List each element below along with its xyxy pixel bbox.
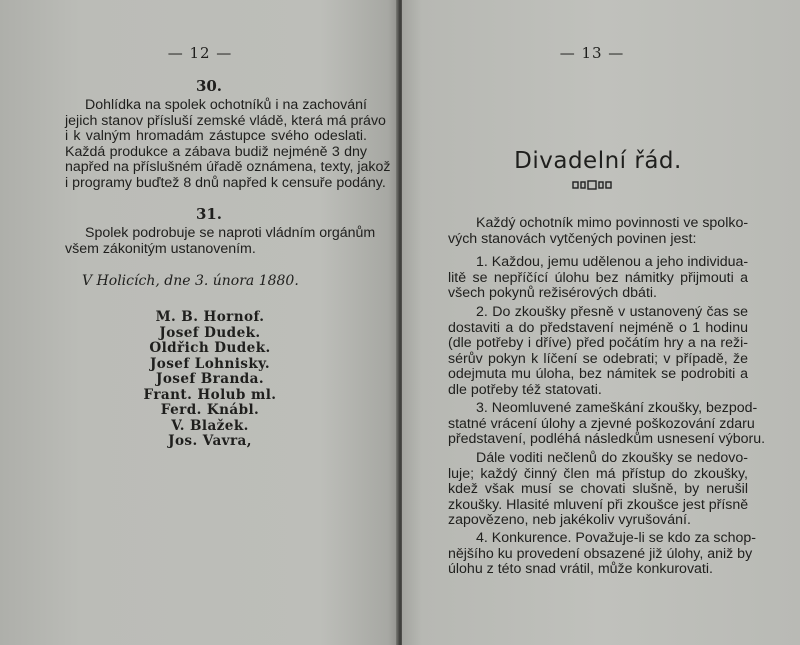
rehearsal-paragraph [430, 451, 748, 529]
section-number-30: 30. [195, 77, 223, 95]
text-line: (dle potřeby i dříve) před počátím hry a na reži- [448, 335, 748, 352]
text-line: statné vrácení úlohy a zjevné poškozování zdaru [448, 415, 755, 432]
text-line: představení, podléhá následkům usnesení výboru. [448, 431, 766, 448]
rule-3-paragraph [430, 400, 766, 448]
text-line: 2. Do zkoušky přesně v ustanovený čas se [476, 304, 748, 320]
rule-4-paragraph [430, 530, 756, 578]
text-line: sérův pokyn k líčení se odebrati; v případě, že [448, 350, 748, 367]
section-30-text [47, 97, 391, 192]
signature-name: Jos. Vavra, [168, 433, 252, 449]
right-page [402, 0, 800, 645]
text-line: všem zákonitým ustanovením. [65, 240, 256, 257]
text-line: vých stanovách vytčených povinen jest: [448, 230, 697, 247]
text-line: 1. Každou, jemu udělenou a jeho individua- [476, 254, 749, 270]
signature-name: Josef Lohnisky. [149, 355, 271, 372]
text-line: Dále voditi nečlenů do zkoušky se nedovo- [476, 450, 748, 466]
text-line: 4. Konkurence. Považuje-li se kdo za schop- [476, 530, 756, 546]
text-line: i programy buďtež 8 dnů napřed k censuře podány. [65, 174, 386, 191]
text-line: úlohu z této snad vrátil, může konkurovati. [448, 561, 713, 578]
text-line: kdež však musí se chovati slušně, by nerušil [448, 481, 748, 498]
signature-name: Josef Branda. [156, 371, 264, 387]
date-line: V Holicích, dne 3. února 1880. [82, 273, 299, 289]
text-line: i k valným hromadám zástupce svého odeslati. [65, 128, 367, 145]
section-number-31: 31. [195, 205, 223, 223]
rule-2-paragraph [430, 305, 748, 399]
text-line: Dohlídka na spolek ochotníků i na zachování [85, 97, 367, 113]
signature-name: Frant. Holub ml. [143, 386, 277, 403]
signature-name: M. B. Hornof. [155, 309, 265, 325]
text-line: jejich stanov přísluší zemské vládě, která má právo [65, 112, 386, 129]
text-line: 3. Neomluvené zameškání zkoušky, bezpod- [476, 400, 758, 416]
text-line: Každá produkce a zábava budiž nejméně 3 dny [65, 143, 367, 160]
page-number-right: — 13 — [559, 44, 625, 62]
text-line: zkoušky. Hlasité mluvení při zkoušce jest přísně [448, 496, 749, 513]
signature-name: Josef Dudek. [159, 324, 261, 341]
text-line: nějšího ku provedení obsazené již úlohy, aniž by [448, 545, 753, 562]
page-title: Divadelní řád. [514, 148, 682, 174]
signature-name: Oldřich Dudek. [149, 340, 271, 356]
text-line: všech pokynů režisérových dbáti. [448, 285, 657, 302]
text-line: dle potřeby též statovati. [448, 381, 602, 398]
text-line: napřed na příslušném úřadě oznámena, texty, jakož [65, 159, 391, 176]
rule-1-paragraph [430, 255, 748, 302]
text-line: luje; každý činný člen má přístup do zkoušky, [448, 465, 748, 482]
text-line: odejmuta mu úloha, bez námitek se podrobiti a [448, 366, 748, 383]
text-line: Každý ochotník mimo povinnosti ve spolko- [476, 215, 749, 231]
signature-name: Ferd. Knábl. [160, 402, 260, 418]
text-line: zapovězeno, neb jakékoliv vyrušování. [448, 512, 691, 529]
text-line: Spolek podrobuje se naproti vládním orgánům [85, 225, 376, 241]
ornament-icon [562, 180, 622, 190]
text-line: dostaviti a do představení nejméně o 1 hodinu [448, 319, 748, 336]
signature-name: V. Blažek. [171, 417, 249, 434]
signature-list [100, 310, 320, 450]
intro-paragraph [430, 216, 748, 247]
page-number-left: — 12 — [167, 44, 233, 62]
text-line: litě se nepříčící úlohu bez námitky přijmouti a [448, 269, 748, 286]
section-31-text [47, 225, 376, 257]
